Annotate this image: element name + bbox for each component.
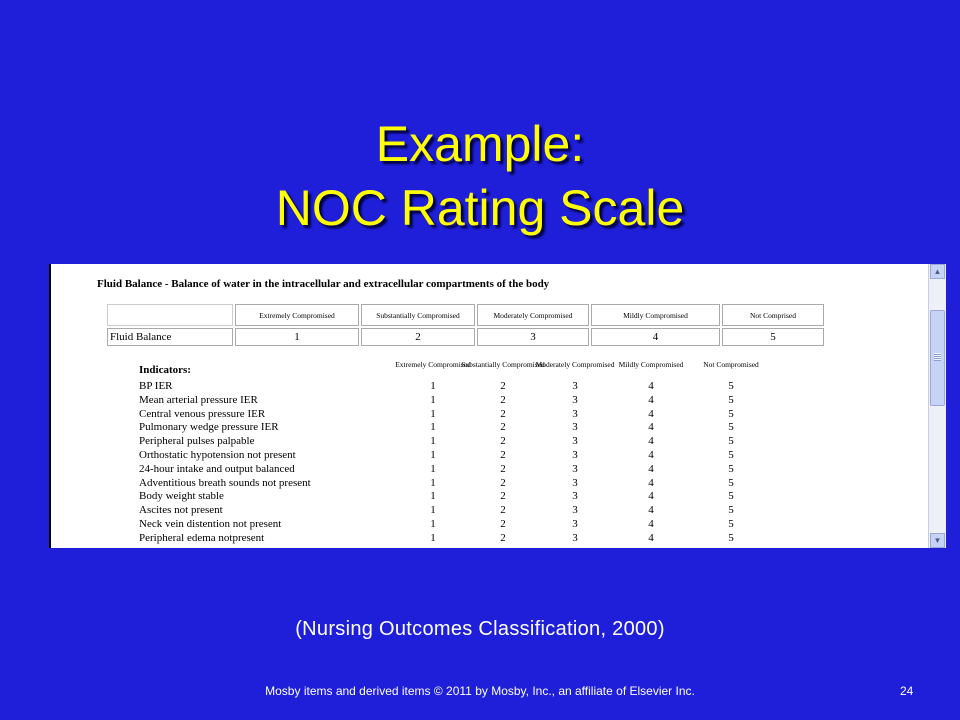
indicator-score: 1 <box>430 531 436 544</box>
indicator-score: 3 <box>572 380 578 392</box>
noc-table-screenshot <box>49 264 946 548</box>
indicator-name: Peripheral pulses palpable <box>139 435 255 448</box>
indicator-score: 3 <box>572 476 578 489</box>
indicator-row <box>51 518 921 532</box>
indicator-score: 4 <box>648 449 654 461</box>
summary-header-cell: Extremely Compromised <box>235 304 359 326</box>
indicator-column-header: Moderately Compromised <box>535 360 615 369</box>
indicator-column-header: Extremely Compromised <box>395 360 471 369</box>
indicator-score: 2 <box>500 407 506 420</box>
summary-value-cell: 5 <box>722 328 824 346</box>
indicator-score: 4 <box>648 531 654 544</box>
indicator-row <box>51 463 921 477</box>
indicator-name: 24-hour intake and output balanced <box>139 462 295 475</box>
indicator-column-header: Not Compromised <box>703 360 759 369</box>
indicator-row <box>51 394 921 408</box>
indicator-score: 4 <box>648 476 654 489</box>
summary-value-cell: 2 <box>361 328 475 346</box>
indicator-score: 4 <box>648 490 654 503</box>
indicator-score: 3 <box>572 504 578 517</box>
citation: (Nursing Outcomes Classification, 2000) <box>295 618 665 640</box>
indicator-row <box>51 435 921 449</box>
indicator-row <box>51 449 921 463</box>
indicator-score: 1 <box>430 393 436 406</box>
indicator-score: 5 <box>728 421 734 434</box>
indicators-header: Indicators: <box>139 364 191 376</box>
indicator-name: Adventitious breath sounds not present <box>139 476 311 489</box>
indicator-name: Orthostatic hypotension not present <box>139 449 296 461</box>
indicator-score: 1 <box>430 407 436 420</box>
indicator-score: 4 <box>648 380 654 392</box>
indicator-score: 2 <box>500 380 506 392</box>
indicator-column-header: Substantially Compromised <box>461 360 545 369</box>
indicator-name: Pulmonary wedge pressure IER <box>139 421 279 434</box>
indicator-score: 2 <box>500 462 506 475</box>
indicator-score: 5 <box>728 518 734 530</box>
indicator-name: BP IER <box>139 380 173 392</box>
indicator-score: 4 <box>648 421 654 434</box>
indicator-score: 3 <box>572 435 578 448</box>
indicator-score: 3 <box>572 393 578 406</box>
indicator-score: 5 <box>728 476 734 489</box>
indicator-score: 1 <box>430 380 436 392</box>
summary-header-cell: Not Comprised <box>722 304 824 326</box>
indicator-column-header: Mildly Compromised <box>618 360 684 369</box>
indicator-score: 5 <box>728 380 734 392</box>
indicator-score: 3 <box>572 462 578 475</box>
indicator-score: 3 <box>572 518 578 530</box>
indicator-score: 3 <box>572 531 578 544</box>
indicator-score: 1 <box>430 504 436 517</box>
indicator-score: 4 <box>648 518 654 530</box>
indicator-score: 3 <box>572 449 578 461</box>
indicator-score: 2 <box>500 531 506 544</box>
summary-corner-cell <box>107 304 233 326</box>
indicator-row <box>51 408 921 422</box>
indicator-score: 4 <box>648 393 654 406</box>
indicator-score: 2 <box>500 435 506 448</box>
indicator-score: 1 <box>430 421 436 434</box>
title-line-2: NOC Rating Scale <box>275 180 685 236</box>
indicator-score: 2 <box>500 518 506 530</box>
summary-value-cell: 4 <box>591 328 720 346</box>
indicator-name: Peripheral edema notpresent <box>139 531 265 544</box>
indicator-score: 4 <box>648 462 654 475</box>
indicator-score: 1 <box>430 462 436 475</box>
summary-row-label: Fluid Balance <box>107 328 233 346</box>
summary-table <box>105 302 826 348</box>
indicator-name: Neck vein distention not present <box>139 518 282 530</box>
indicator-score: 5 <box>728 504 734 517</box>
indicator-score: 1 <box>430 435 436 448</box>
indicator-score: 1 <box>430 449 436 461</box>
summary-value-row <box>107 328 824 346</box>
indicator-score: 5 <box>728 490 734 503</box>
indicator-row <box>51 380 921 394</box>
indicator-score: 2 <box>500 421 506 434</box>
summary-header-cell: Mildly Compromised <box>591 304 720 326</box>
indicator-row <box>51 532 921 546</box>
summary-header-cell: Moderately Compromised <box>477 304 589 326</box>
indicator-name: Ascites not present <box>139 504 223 517</box>
indicator-score: 2 <box>500 490 506 503</box>
indicator-score: 1 <box>430 490 436 503</box>
indicator-score: 4 <box>648 504 654 517</box>
indicator-score: 5 <box>728 407 734 420</box>
indicator-score: 5 <box>728 531 734 544</box>
indicator-score: 2 <box>500 449 506 461</box>
title-line-1: Example: <box>375 116 585 172</box>
indicator-row <box>51 421 921 435</box>
indicator-score: 3 <box>572 407 578 420</box>
indicator-score: 5 <box>728 449 734 461</box>
summary-value-cell: 1 <box>235 328 359 346</box>
indicator-score: 2 <box>500 393 506 406</box>
summary-header-row <box>107 304 824 326</box>
indicator-name: Body weight stable <box>139 490 224 503</box>
indicator-score: 5 <box>728 435 734 448</box>
indicator-score: 2 <box>500 504 506 517</box>
indicator-score: 4 <box>648 407 654 420</box>
indicator-row <box>51 477 921 491</box>
copyright-footer: Mosby items and derived items © 2011 by Mosby, Inc., an affiliate of Elsevier Inc. <box>265 684 695 698</box>
indicator-score: 1 <box>430 476 436 489</box>
indicator-name: Mean arterial pressure IER <box>139 393 258 406</box>
indicator-score: 4 <box>648 435 654 448</box>
indicator-score: 5 <box>728 462 734 475</box>
indicator-score: 3 <box>572 490 578 503</box>
indicator-score: 5 <box>728 393 734 406</box>
summary-header-cell: Substantially Compromised <box>361 304 475 326</box>
vertical-scrollbar[interactable] <box>928 264 946 548</box>
scroll-up-arrow-icon[interactable]: ▲ <box>930 264 945 279</box>
indicator-score: 2 <box>500 476 506 489</box>
page-number: 24 <box>900 684 914 698</box>
grip-icon <box>934 353 941 361</box>
summary-value-cell: 3 <box>477 328 589 346</box>
scroll-down-arrow-icon[interactable]: ▼ <box>930 533 945 548</box>
indicator-name: Central venous pressure IER <box>139 407 266 420</box>
panel-heading: Fluid Balance - Balance of water in the intracellular and extracellular compartments of the body <box>97 278 550 290</box>
indicator-score: 1 <box>430 518 436 530</box>
indicator-row <box>51 504 921 518</box>
scroll-thumb[interactable] <box>930 310 945 406</box>
indicator-row <box>51 490 921 504</box>
slide-title <box>0 112 960 240</box>
indicator-score: 3 <box>572 421 578 434</box>
